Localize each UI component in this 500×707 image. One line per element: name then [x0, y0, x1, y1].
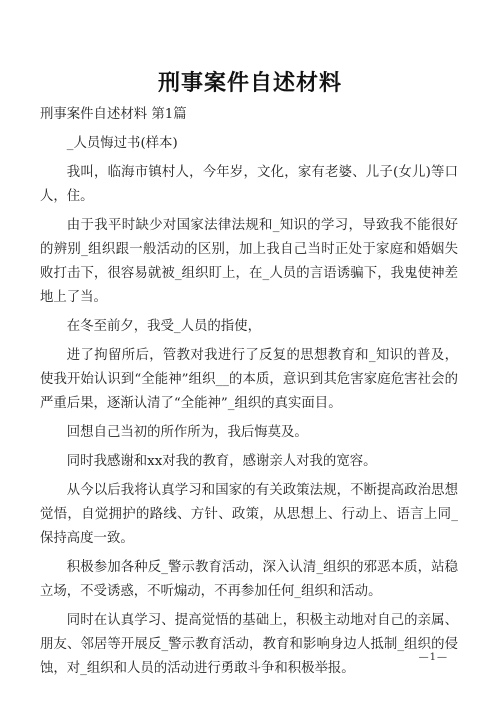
paragraph: 从今以后我将认真学习和国家的有关政策法规，不断提高政治思想觉悟，自觉拥护的路线、方针、政策，从思想上、行动上、语言上同_保持高度一致。: [40, 483, 458, 546]
paragraph: 我叫，临海市镇村人，今年岁，文化，家有老婆、儿子(女儿)等口人，住。: [40, 165, 458, 204]
paragraph: 回想自己当初的所作所为，我后悔莫及。: [66, 425, 308, 440]
paragraph: 积极参加各种反_警示教育活动，深入认清_组织的邪恶本质，站稳立场，不受诱惑，不听煽动，不再参加任何_组织和活动。: [40, 560, 458, 599]
paragraph: _人员悔过书(样本): [66, 136, 178, 151]
paragraph: 同时在认真学习、提高觉悟的基础上，积极主动地对自己的亲属、朋友、邻居等开展反_警示教育活动，教育和影响身边人抵制_组织的侵蚀，对_组织和人员的活动进行勇敢斗争和积极举报。: [40, 613, 458, 676]
document-subtitle: 刑事案件自述材料 第1篇: [40, 107, 187, 122]
page-title: 刑事案件自述材料: [157, 71, 342, 96]
paragraph: 由于我平时缺少对国家法律法规和_知识的学习，导致我不能很好的辨别_组织跟一般活动的区别，加上我自己当时正处于家庭和婚姻失败打击下，很容易就被_组织盯上，在_人员的言语诱骗下，我鬼使神差地上了当。: [40, 218, 458, 305]
document-body: [40, 103, 458, 686]
paragraph: 在冬至前夕，我受_人员的指使，: [66, 319, 261, 334]
paragraph: 同时我感谢和xx对我的教育，感谢亲人对我的宽容。: [66, 454, 377, 469]
paragraph: 进了拘留所后，管教对我进行了反复的思想教育和_知识的普及，使我开始认识到“全能神”组织__的本质，意识到其危害家庭危害社会的严重后果，逐渐认清了“全能神”_组织的真实面目。: [40, 348, 458, 411]
page-number: —1—: [418, 652, 448, 663]
